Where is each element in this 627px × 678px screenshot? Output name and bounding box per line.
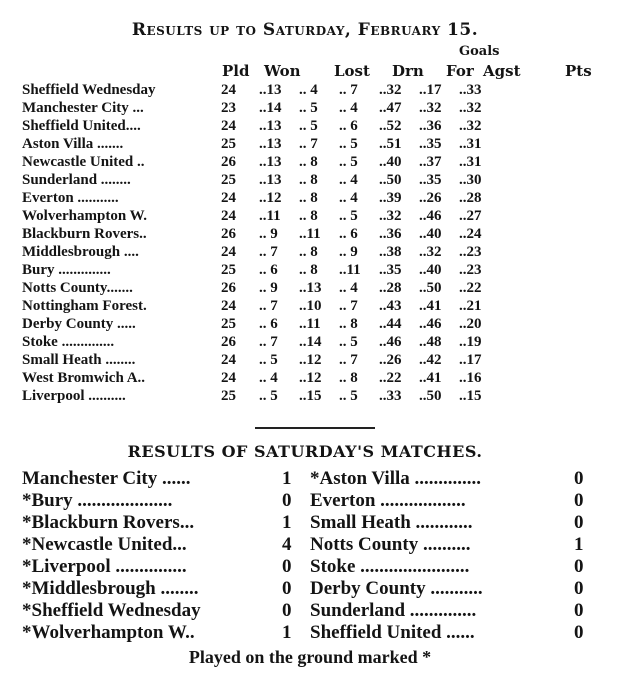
league-cell-pld: 25 (221, 172, 236, 188)
league-cell-team: Small Heath ........ (22, 352, 136, 368)
match-away-score: 0 (574, 622, 584, 643)
page-title: Results up to Saturday, February 15. (131, 20, 479, 40)
league-cell-won: .. 7 (259, 334, 278, 350)
match-away: Stoke ....................... (310, 556, 470, 577)
league-table (22, 81, 509, 405)
league-cell-agst: ..35 (419, 136, 442, 152)
league-cell-pts: ..30 (459, 172, 482, 188)
league-row (22, 171, 509, 189)
league-cell-team: Sheffield United.... (22, 118, 141, 134)
match-row (22, 512, 602, 534)
league-row (22, 351, 509, 369)
league-cell-drn: .. 4 (339, 100, 358, 116)
league-cell-lost: ..12 (299, 352, 322, 368)
league-cell-pts: ..22 (459, 280, 482, 296)
league-cell-lost: ..13 (299, 280, 322, 296)
league-row (22, 297, 509, 315)
league-cell-for: ..36 (379, 226, 402, 242)
match-away: Sunderland .............. (310, 600, 477, 621)
league-cell-drn: .. 5 (339, 334, 358, 350)
league-cell-pld: 26 (221, 280, 236, 296)
league-cell-drn: .. 4 (339, 190, 358, 206)
league-cell-drn: .. 5 (339, 154, 358, 170)
league-cell-for: ..33 (379, 388, 402, 404)
league-cell-won: ..13 (259, 118, 282, 134)
league-cell-won: .. 5 (259, 388, 278, 404)
match-away: Derby County ........... (310, 578, 483, 599)
league-cell-pts: ..17 (459, 352, 482, 368)
league-cell-won: .. 7 (259, 298, 278, 314)
league-cell-for: ..28 (379, 280, 402, 296)
league-cell-pts: ..23 (459, 262, 482, 278)
league-cell-pts: ..20 (459, 316, 482, 332)
match-home-score: 1 (282, 468, 292, 489)
match-away-score: 0 (574, 512, 584, 533)
league-cell-drn: .. 5 (339, 388, 358, 404)
league-cell-for: ..35 (379, 262, 402, 278)
league-cell-lost: .. 8 (299, 190, 318, 206)
league-row (22, 369, 509, 387)
league-cell-team: Nottingham Forest. (22, 298, 147, 314)
league-cell-for: ..22 (379, 370, 402, 386)
match-home-score: 0 (282, 600, 292, 621)
header-lost: Lost (334, 62, 370, 80)
league-cell-for: ..50 (379, 172, 402, 188)
league-cell-agst: ..35 (419, 172, 442, 188)
league-cell-pld: 25 (221, 136, 236, 152)
league-cell-for: ..46 (379, 334, 402, 350)
league-cell-pts: ..32 (459, 100, 482, 116)
league-cell-lost: .. 8 (299, 208, 318, 224)
league-cell-team: Aston Villa ....... (22, 136, 124, 152)
league-cell-won: ..14 (259, 100, 282, 116)
match-row (22, 490, 602, 512)
league-cell-lost: .. 8 (299, 262, 318, 278)
league-cell-pld: 23 (221, 100, 236, 116)
match-home: *Wolverhampton W.. (22, 622, 195, 643)
league-cell-for: ..26 (379, 352, 402, 368)
league-cell-agst: ..32 (419, 100, 442, 116)
league-cell-lost: .. 8 (299, 244, 318, 260)
league-cell-for: ..39 (379, 190, 402, 206)
league-cell-won: ..12 (259, 190, 282, 206)
league-cell-for: ..44 (379, 316, 402, 332)
league-cell-team: Stoke .............. (22, 334, 115, 350)
league-cell-team: Sheffield Wednesday (22, 82, 156, 98)
league-cell-team: Everton ........... (22, 190, 119, 206)
league-cell-pts: ..19 (459, 334, 482, 350)
league-cell-for: ..32 (379, 82, 402, 98)
league-cell-agst: ..32 (419, 244, 442, 260)
league-cell-lost: ..14 (299, 334, 322, 350)
league-cell-pld: 25 (221, 262, 236, 278)
league-row (22, 387, 509, 405)
league-row (22, 279, 509, 297)
league-cell-pld: 25 (221, 388, 236, 404)
match-home-score: 1 (282, 512, 292, 533)
league-row (22, 333, 509, 351)
league-cell-pts: ..32 (459, 118, 482, 134)
league-cell-pld: 24 (221, 370, 236, 386)
match-home: *Sheffield Wednesday (22, 600, 201, 621)
league-cell-drn: .. 8 (339, 370, 358, 386)
league-cell-won: ..13 (259, 172, 282, 188)
league-cell-lost: ..11 (299, 226, 321, 242)
match-home: *Newcastle United... (22, 534, 187, 555)
league-cell-drn: .. 5 (339, 208, 358, 224)
league-row (22, 99, 509, 117)
league-cell-pld: 24 (221, 244, 236, 260)
league-cell-pts: ..24 (459, 226, 482, 242)
match-home: *Blackburn Rovers... (22, 512, 195, 533)
league-cell-pld: 26 (221, 154, 236, 170)
league-cell-lost: .. 5 (299, 118, 318, 134)
league-cell-team: Bury .............. (22, 262, 111, 278)
league-cell-pld: 26 (221, 334, 236, 350)
match-row (22, 534, 602, 556)
league-cell-lost: .. 5 (299, 100, 318, 116)
league-cell-agst: ..37 (419, 154, 442, 170)
league-cell-team: Notts County....... (22, 280, 133, 296)
league-row (22, 315, 509, 333)
league-cell-won: ..11 (259, 208, 281, 224)
league-cell-lost: .. 7 (299, 136, 318, 152)
match-away: Sheffield United ...... (310, 622, 475, 643)
league-cell-team: Liverpool .......... (22, 388, 126, 404)
match-away-score: 0 (574, 556, 584, 577)
header-drn: Drn (392, 62, 424, 80)
league-cell-team: West Bromwich A.. (22, 370, 146, 386)
league-cell-pts: ..23 (459, 244, 482, 260)
league-row (22, 135, 509, 153)
match-away-score: 1 (574, 534, 584, 555)
league-cell-pts: ..28 (459, 190, 482, 206)
match-home: *Liverpool ............... (22, 556, 187, 577)
league-row (22, 81, 509, 99)
league-cell-agst: ..48 (419, 334, 442, 350)
match-away-score: 0 (574, 490, 584, 511)
league-cell-agst: ..40 (419, 262, 442, 278)
league-cell-agst: ..50 (419, 388, 442, 404)
league-cell-agst: ..17 (419, 82, 442, 98)
match-home: *Bury .................... (22, 490, 173, 511)
header-pld: Pld (222, 62, 250, 80)
league-cell-won: ..13 (259, 154, 282, 170)
league-cell-pld: 25 (221, 316, 236, 332)
league-cell-won: ..13 (259, 82, 282, 98)
match-home: Manchester City ...... (22, 468, 191, 489)
league-cell-won: .. 7 (259, 244, 278, 260)
league-cell-pld: 24 (221, 82, 236, 98)
header-pts: Pts (565, 62, 592, 80)
league-cell-team: Middlesbrough .... (22, 244, 139, 260)
league-cell-drn: .. 4 (339, 280, 358, 296)
goals-header: Goals (459, 44, 500, 59)
header-agst: Agst (483, 62, 521, 80)
league-cell-for: ..32 (379, 208, 402, 224)
match-row (22, 556, 602, 578)
league-row (22, 153, 509, 171)
league-cell-agst: ..40 (419, 226, 442, 242)
league-cell-agst: ..42 (419, 352, 442, 368)
match-away: *Aston Villa .............. (310, 468, 482, 489)
match-home: *Middlesbrough ........ (22, 578, 199, 599)
match-home-score: 1 (282, 622, 292, 643)
matches-title: RESULTS OF SATURDAY'S MATCHES. (127, 442, 483, 461)
league-cell-for: ..40 (379, 154, 402, 170)
league-row (22, 225, 509, 243)
match-row (22, 600, 602, 622)
league-cell-lost: .. 8 (299, 154, 318, 170)
header-won: Won (264, 62, 301, 80)
league-cell-lost: .. 8 (299, 172, 318, 188)
league-row (22, 243, 509, 261)
league-cell-drn: ..11 (339, 262, 361, 278)
league-cell-lost: .. 4 (299, 82, 318, 98)
league-cell-team: Sunderland ........ (22, 172, 131, 188)
matches-table (22, 468, 602, 644)
league-cell-agst: ..50 (419, 280, 442, 296)
league-cell-lost: ..11 (299, 316, 321, 332)
league-cell-agst: ..46 (419, 208, 442, 224)
league-cell-for: ..51 (379, 136, 402, 152)
league-cell-won: .. 9 (259, 280, 278, 296)
league-cell-drn: .. 8 (339, 316, 358, 332)
league-cell-pts: ..31 (459, 154, 482, 170)
league-cell-drn: .. 7 (339, 352, 358, 368)
league-cell-pts: ..27 (459, 208, 482, 224)
league-cell-won: .. 6 (259, 316, 278, 332)
match-row (22, 468, 602, 490)
league-cell-won: .. 5 (259, 352, 278, 368)
league-cell-drn: .. 6 (339, 226, 358, 242)
league-cell-won: ..13 (259, 136, 282, 152)
league-cell-agst: ..41 (419, 370, 442, 386)
match-row (22, 622, 602, 644)
league-cell-drn: .. 9 (339, 244, 358, 260)
match-row (22, 578, 602, 600)
league-cell-agst: ..46 (419, 316, 442, 332)
league-cell-pts: ..31 (459, 136, 482, 152)
league-cell-lost: ..12 (299, 370, 322, 386)
league-cell-lost: ..15 (299, 388, 322, 404)
league-row (22, 189, 509, 207)
league-cell-team: Wolverhampton W. (22, 208, 148, 224)
match-away-score: 0 (574, 578, 584, 599)
league-cell-for: ..38 (379, 244, 402, 260)
league-cell-drn: .. 5 (339, 136, 358, 152)
league-cell-pld: 24 (221, 118, 236, 134)
league-cell-won: .. 9 (259, 226, 278, 242)
match-away: Everton .................. (310, 490, 466, 511)
league-cell-drn: .. 7 (339, 298, 358, 314)
league-cell-pld: 26 (221, 226, 236, 242)
league-cell-pld: 24 (221, 298, 236, 314)
match-home-score: 0 (282, 490, 292, 511)
league-row (22, 261, 509, 279)
header-for: For (446, 62, 474, 80)
match-home-score: 4 (282, 534, 292, 555)
league-cell-team: Newcastle United .. (22, 154, 145, 170)
league-cell-won: .. 4 (259, 370, 278, 386)
league-cell-drn: .. 4 (339, 172, 358, 188)
match-away: Small Heath ............ (310, 512, 473, 533)
league-cell-pld: 24 (221, 190, 236, 206)
league-cell-pts: ..21 (459, 298, 482, 314)
match-home-score: 0 (282, 556, 292, 577)
league-row (22, 117, 509, 135)
league-cell-pld: 24 (221, 208, 236, 224)
league-cell-won: .. 6 (259, 262, 278, 278)
league-cell-pld: 24 (221, 352, 236, 368)
section-divider (255, 427, 375, 429)
league-cell-pts: ..15 (459, 388, 482, 404)
league-cell-drn: .. 6 (339, 118, 358, 134)
league-cell-drn: .. 7 (339, 82, 358, 98)
league-cell-lost: ..10 (299, 298, 322, 314)
league-cell-for: ..52 (379, 118, 402, 134)
match-away: Notts County .......... (310, 534, 471, 555)
league-cell-agst: ..41 (419, 298, 442, 314)
league-cell-agst: ..26 (419, 190, 442, 206)
league-cell-team: Derby County ..... (22, 316, 136, 332)
league-cell-for: ..47 (379, 100, 402, 116)
league-cell-agst: ..36 (419, 118, 442, 134)
footer-note: Played on the ground marked * (188, 647, 432, 667)
match-away-score: 0 (574, 600, 584, 621)
league-cell-team: Blackburn Rovers.. (22, 226, 147, 242)
league-cell-for: ..43 (379, 298, 402, 314)
league-cell-team: Manchester City ... (22, 100, 144, 116)
match-home-score: 0 (282, 578, 292, 599)
league-row (22, 207, 509, 225)
league-cell-pts: ..33 (459, 82, 482, 98)
league-cell-pts: ..16 (459, 370, 482, 386)
match-away-score: 0 (574, 468, 584, 489)
